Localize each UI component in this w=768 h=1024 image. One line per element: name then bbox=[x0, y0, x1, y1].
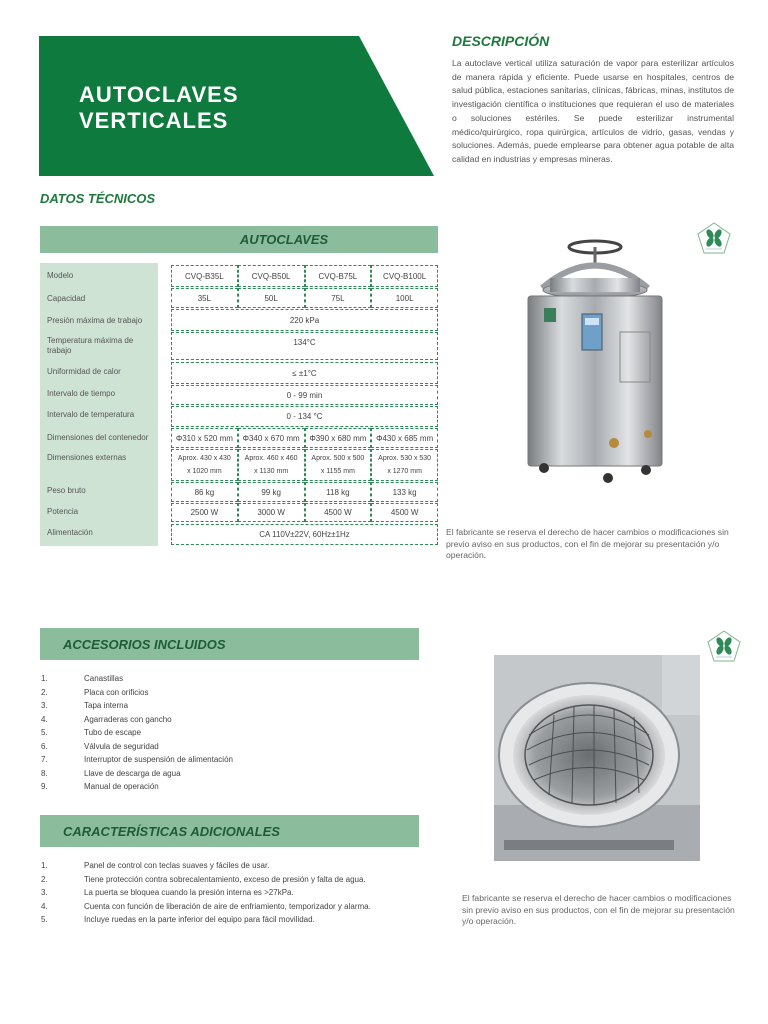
spec-label: Alimentación bbox=[47, 528, 93, 537]
table-cell: 0 - 99 min bbox=[171, 385, 438, 405]
table-cell: Aprox. 430 x 430 x 1020 mm bbox=[171, 449, 238, 481]
header-banner bbox=[39, 36, 434, 176]
table-cell: Φ310 x 520 mm bbox=[171, 428, 238, 448]
table-cell: Φ340 x 670 mm bbox=[238, 428, 305, 448]
table-cell: CVQ-B35L bbox=[171, 265, 238, 287]
table-cell: CA 110V±22V, 60Hz±1Hz bbox=[171, 524, 438, 545]
table-cell: 100L bbox=[371, 288, 438, 308]
table-cell: 50L bbox=[238, 288, 305, 308]
table-cell: Aprox. 530 x 530 x 1270 mm bbox=[371, 449, 438, 481]
table-cell: ≤ ±1°C bbox=[171, 362, 438, 384]
spec-label: Temperatura máxima de trabajo bbox=[47, 336, 134, 355]
table-cell: 86 kg bbox=[171, 482, 238, 502]
autoclave-product-image bbox=[520, 238, 670, 483]
page-title: AUTOCLAVES VERTICALES bbox=[79, 82, 239, 133]
table-cell: CVQ-B75L bbox=[305, 265, 372, 287]
row-uniformidad bbox=[171, 362, 438, 384]
table-cell: 4500 W bbox=[305, 503, 372, 522]
row-peso bbox=[171, 482, 438, 502]
table-cell: 35L bbox=[171, 288, 238, 308]
company-logo bbox=[697, 222, 731, 254]
table-cell: CVQ-B100L bbox=[371, 265, 438, 287]
disclaimer-text: El fabricante se reserva el derecho de hacer cambios o modificaciones sin previo aviso en sus productos, con el fin de mejorar su presentación y/o operación. bbox=[462, 893, 735, 926]
basket-product-image bbox=[494, 655, 700, 861]
spec-label: Potencia bbox=[47, 507, 79, 516]
table-cell: 133 kg bbox=[371, 482, 438, 502]
caracteristicas-bar bbox=[40, 815, 419, 847]
table-cell: 118 kg bbox=[305, 482, 372, 502]
spec-label: Uniformidad de calor bbox=[47, 367, 121, 376]
table-cell: 75L bbox=[305, 288, 372, 308]
accesorios-bar bbox=[40, 628, 419, 660]
table-cell: Φ430 x 685 mm bbox=[371, 428, 438, 448]
spec-label: Capacidad bbox=[47, 294, 86, 303]
accesorios-heading: ACCESORIOS INCLUIDOS bbox=[63, 637, 226, 652]
row-temperatura bbox=[171, 332, 438, 360]
row-contenedor bbox=[171, 428, 438, 448]
row-modelo bbox=[171, 265, 438, 287]
table-title-bar bbox=[40, 226, 438, 253]
row-alimentacion bbox=[171, 524, 438, 545]
spec-label: Presión máxima de trabajo bbox=[47, 316, 143, 325]
table-cell: Aprox. 460 x 460 x 1130 mm bbox=[238, 449, 305, 481]
spec-labels-column bbox=[40, 263, 158, 546]
table-cell: Φ390 x 680 mm bbox=[305, 428, 372, 448]
company-logo bbox=[707, 630, 741, 662]
table-cell: 3000 W bbox=[238, 503, 305, 522]
table-cell: CVQ-B50L bbox=[238, 265, 305, 287]
descripcion-text: La autoclave vertical utiliza saturación de vapor para esterilizar artículos de manera rápida y eficiente. Puede usarse en hospitales, centros de salud pública, estaciones sanitarias, clínicas, fábricas, minas, institutos de investigación científica o instituciones que requieran el uso de materiales o soluciones estériles. Se puede esterilizar instrumental médico/quirúrgico, ropa quirúrgica, artículos de vidrio, gasas, vendas y soluciones. Además, puede emplearse para obtener agua potable de alta calidad en industrias y empresas mineras. bbox=[452, 58, 734, 164]
spec-label: Dimensiones del contenedor bbox=[47, 433, 149, 442]
row-externas bbox=[171, 449, 438, 481]
table-title: AUTOCLAVES bbox=[239, 232, 329, 247]
spec-label: Dimensiones externas bbox=[47, 453, 127, 462]
row-intervalo-temp bbox=[171, 406, 438, 427]
spec-label: Intervalo de temperatura bbox=[47, 410, 135, 419]
table-cell: 0 - 134 °C bbox=[171, 406, 438, 427]
spec-label: Intervalo de tiempo bbox=[47, 389, 116, 398]
table-cell: 134°C bbox=[171, 332, 438, 360]
disclaimer-text: El fabricante se reserva el derecho de hacer cambios o modificaciones sin previo aviso en sus productos, con el fin de mejorar su presentación y/o operación. bbox=[446, 527, 729, 560]
row-capacidad bbox=[171, 288, 438, 308]
caracteristicas-heading: CARACTERÍSTICAS ADICIONALES bbox=[63, 824, 280, 839]
row-tiempo bbox=[171, 385, 438, 405]
spec-label: Peso bruto bbox=[47, 486, 86, 495]
table-cell: 99 kg bbox=[238, 482, 305, 502]
row-potencia bbox=[171, 503, 438, 522]
row-presion bbox=[171, 309, 438, 331]
table-cell: 4500 W bbox=[371, 503, 438, 522]
datos-tecnicos-heading: DATOS TÉCNICOS bbox=[40, 191, 156, 206]
table-cell: 220 kPa bbox=[171, 309, 438, 331]
descripcion-heading: DESCRIPCIÓN bbox=[452, 33, 550, 49]
table-cell: 2500 W bbox=[171, 503, 238, 522]
table-cell: Aprox. 500 x 500 x 1155 mm bbox=[305, 449, 372, 481]
spec-label: Modelo bbox=[47, 271, 74, 280]
